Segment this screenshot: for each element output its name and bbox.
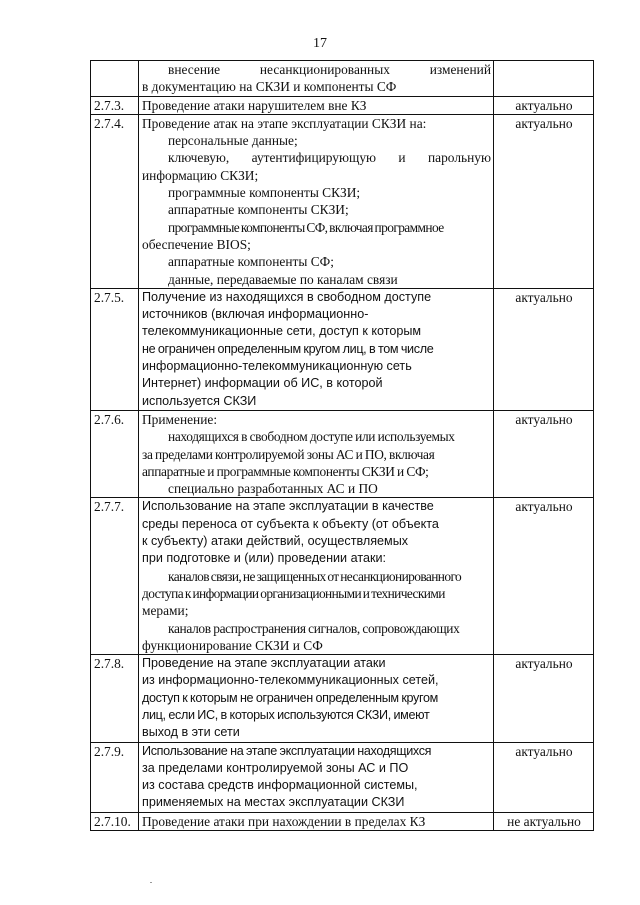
threat-description: [139, 61, 494, 97]
threat-description: [139, 498, 494, 655]
description-line: Получение из находящихся в свободном доступе: [142, 289, 432, 304]
relevance-status: актуально: [494, 96, 594, 114]
description-line: телекоммуникационные сети, доступ к которым: [142, 324, 422, 339]
page-number: 17: [313, 36, 327, 51]
description-line: среды переноса от субъекта к объекту (от объекта: [142, 516, 439, 531]
description-line: Применение:: [142, 411, 218, 427]
description-line: программные компоненты СКЗИ;: [168, 185, 361, 201]
relevance-status: актуально: [494, 742, 594, 812]
description-line: персональные данные;: [168, 133, 298, 149]
description-line: не ограничен определенным кругом лиц, в том числе: [142, 341, 434, 356]
description-line: аппаратные компоненты СФ;: [168, 254, 334, 270]
description-line: Использование на этапе эксплуатации в качестве: [142, 499, 434, 514]
description-line: аппаратные компоненты СКЗИ;: [168, 202, 349, 218]
threat-number: [91, 61, 139, 97]
threat-description: [139, 114, 494, 288]
threat-number: 2.7.5.: [91, 288, 139, 410]
relevance-status: [494, 61, 594, 97]
description-line: Использование на этапе эксплуатации находящихся: [142, 743, 432, 758]
threat-number: 2.7.9.: [91, 742, 139, 812]
description-line: Проведение на этапе эксплуатации атаки: [142, 656, 386, 671]
description-line: доступ к которым не ограничен определенным кругом: [142, 690, 438, 705]
description-line: программные компоненты СФ, включая программное: [168, 219, 444, 235]
description-line: функционирование СКЗИ и СФ: [142, 637, 323, 653]
description-line: за пределами контролируемой зоны АС и ПО, включая: [142, 446, 435, 462]
description-line: выход в эти сети: [142, 725, 240, 740]
description-line: применяемых на местах эксплуатации СКЗИ: [142, 795, 405, 810]
relevance-status: актуально: [494, 288, 594, 410]
description-line: информацию СКЗИ;: [142, 167, 259, 183]
threat-number: 2.7.3.: [91, 96, 139, 114]
table-row: [91, 812, 594, 830]
description-line: каналов распространения сигналов, сопровождающих: [168, 620, 460, 636]
description-line: внесение несанкционированных изменений: [168, 62, 491, 77]
threat-number: 2.7.6.: [91, 410, 139, 497]
threat-number: 2.7.7.: [91, 498, 139, 655]
description-line: источников (включая информационно-: [142, 307, 369, 322]
table-row: [91, 96, 594, 114]
relevance-status: актуально: [494, 114, 594, 288]
description-line: аппаратные и программные компоненты СКЗИ и СФ;: [142, 463, 429, 479]
threat-description: [139, 655, 494, 742]
description-line: информационно-телекоммуникационную сеть: [142, 359, 412, 374]
threat-number: 2.7.8.: [91, 655, 139, 742]
threat-description: [139, 96, 494, 114]
relevance-status: не актуально: [494, 812, 594, 830]
description-line: специально разработанных АС и ПО: [168, 481, 378, 497]
threats-table: [90, 60, 594, 831]
table-row: [91, 655, 594, 742]
table-row: [91, 410, 594, 497]
description-line: обеспечение BIOS;: [142, 236, 251, 252]
relevance-status: актуально: [494, 410, 594, 497]
threat-description: [139, 410, 494, 497]
description-line: мерами;: [142, 603, 189, 619]
table-row: [91, 742, 594, 812]
threat-description: [139, 812, 494, 830]
description-line: при подготовке и (или) проведении атаки:: [142, 551, 386, 566]
table-row: [91, 61, 594, 97]
description-line: из информационно-телекоммуникационных сетей,: [142, 673, 439, 688]
description-line: лиц, если ИС, в которых используются СКЗИ, имеют: [142, 707, 430, 722]
description-line: Проведение атаки при нахождении в пределах КЗ: [142, 813, 426, 829]
description-line: из состава средств информационной системы,: [142, 778, 418, 793]
table-row: [91, 114, 594, 288]
table-row: [91, 498, 594, 655]
description-line: в документацию на СКЗИ и компоненты СФ: [142, 79, 397, 95]
threat-description: [139, 742, 494, 812]
description-line: находящихся в свободном доступе или используемых: [168, 429, 455, 445]
description-line: к субъекту) атаки действий, осуществляемых: [142, 534, 409, 549]
relevance-status: актуально: [494, 498, 594, 655]
threat-description: [139, 288, 494, 410]
description-line: Проведение атак на этапе эксплуатации СКЗИ на:: [142, 115, 427, 131]
description-line: Интернет) информации об ИС, в которой: [142, 376, 383, 391]
description-line: доступа к информации организационными и техническими: [142, 585, 445, 601]
description-line: Проведение атаки нарушителем вне КЗ: [142, 97, 367, 113]
description-line: каналов связи, не защищенных от несанкционированного: [168, 568, 462, 584]
threat-number: 2.7.10.: [91, 812, 139, 830]
relevance-status: актуально: [494, 655, 594, 742]
description-line: данные, передаваемые по каналам связи: [168, 271, 398, 287]
scan-speck: [150, 882, 152, 883]
table-row: [91, 288, 594, 410]
threat-number: 2.7.4.: [91, 114, 139, 288]
description-line: за пределами контролируемой зоны АС и ПО: [142, 760, 409, 775]
description-line: используется СКЗИ: [142, 393, 257, 408]
description-line: ключевую, аутентифицирующую и парольную: [168, 150, 491, 166]
